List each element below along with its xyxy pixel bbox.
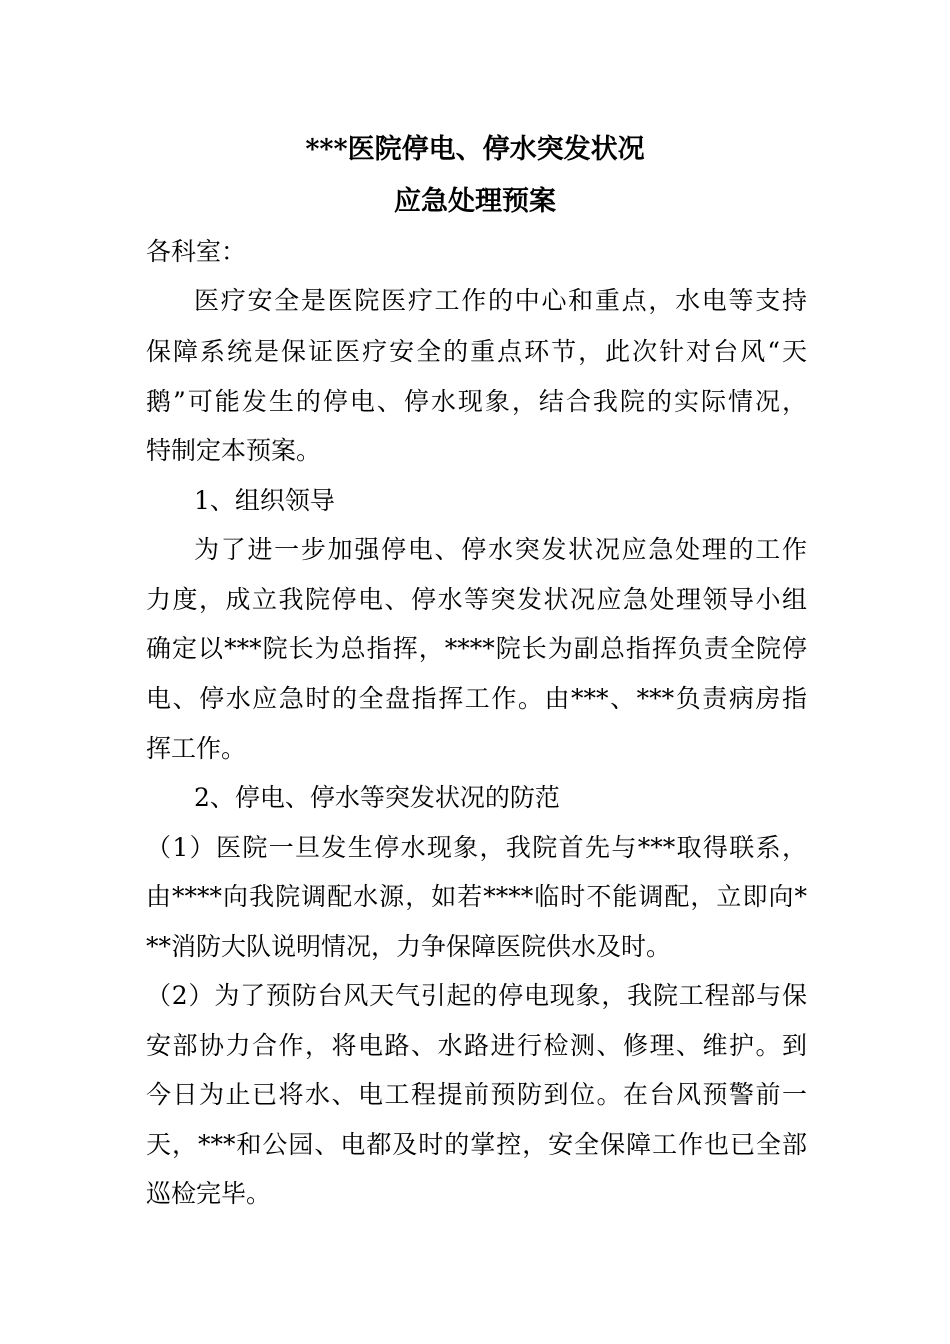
document-title-line-1: ***医院停电、停水突发状况 bbox=[305, 134, 645, 165]
paragraph-6-line-4: 天，***和公园、电都及时的掌控，安全保障工作也已全部 bbox=[146, 1130, 807, 1159]
paragraph-5-line-3: **消防大队说明情况，力争保障医院供水及时。 bbox=[146, 932, 672, 961]
paragraph-3-line-2: 力度，成立我院停电、停水等突发状况应急处理领导小组 bbox=[146, 585, 807, 614]
paragraph-3-line-5: 挥工作。 bbox=[146, 734, 247, 763]
paragraph-1-line-1: 医疗安全是医院医疗工作的中心和重点，水电等支持 bbox=[194, 286, 807, 315]
paragraph-5-line-1: （1）医院一旦发生停水现象，我院首先与***取得联系， bbox=[146, 833, 807, 862]
document-title-line-2: 应急处理预案 bbox=[394, 186, 556, 217]
salutation: 各科室： bbox=[146, 237, 247, 266]
paragraph-3-line-4: 电、停水应急时的全盘指挥工作。由***、***负责病房指 bbox=[146, 684, 807, 713]
paragraph-3-line-3: 确定以***院长为总指挥，****院长为副总指挥负责全院停 bbox=[146, 634, 807, 663]
paragraph-6-line-3: 今日为止已将水、电工程提前预防到位。在台风预警前一 bbox=[146, 1080, 807, 1109]
paragraph-5-line-2: 由****向我院调配水源，如若****临时不能调配，立即向* bbox=[146, 882, 807, 911]
paragraph-6-line-1: （2）为了预防台风天气引起的停电现象，我院工程部与保 bbox=[146, 981, 807, 1010]
paragraph-3-line-1: 为了进一步加强停电、停水突发状况应急处理的工作 bbox=[194, 535, 807, 564]
paragraph-6-line-2: 安部协力合作，将电路、水路进行检测、修理、维护。到 bbox=[146, 1031, 807, 1060]
paragraph-1-line-3: 鹅”可能发生的停电、停水现象，结合我院的实际情况， bbox=[146, 387, 807, 416]
paragraph-1-line-2: 保障系统是保证医疗安全的重点环节，此次针对台风“天 bbox=[146, 337, 807, 366]
section-heading-organization: 1、组织领导 bbox=[194, 486, 335, 515]
paragraph-1-line-4: 特制定本预案。 bbox=[146, 436, 322, 465]
section-heading-prevention: 2、停电、停水等突发状况的防范 bbox=[194, 783, 560, 812]
paragraph-6-line-5: 巡检完毕。 bbox=[146, 1179, 272, 1208]
